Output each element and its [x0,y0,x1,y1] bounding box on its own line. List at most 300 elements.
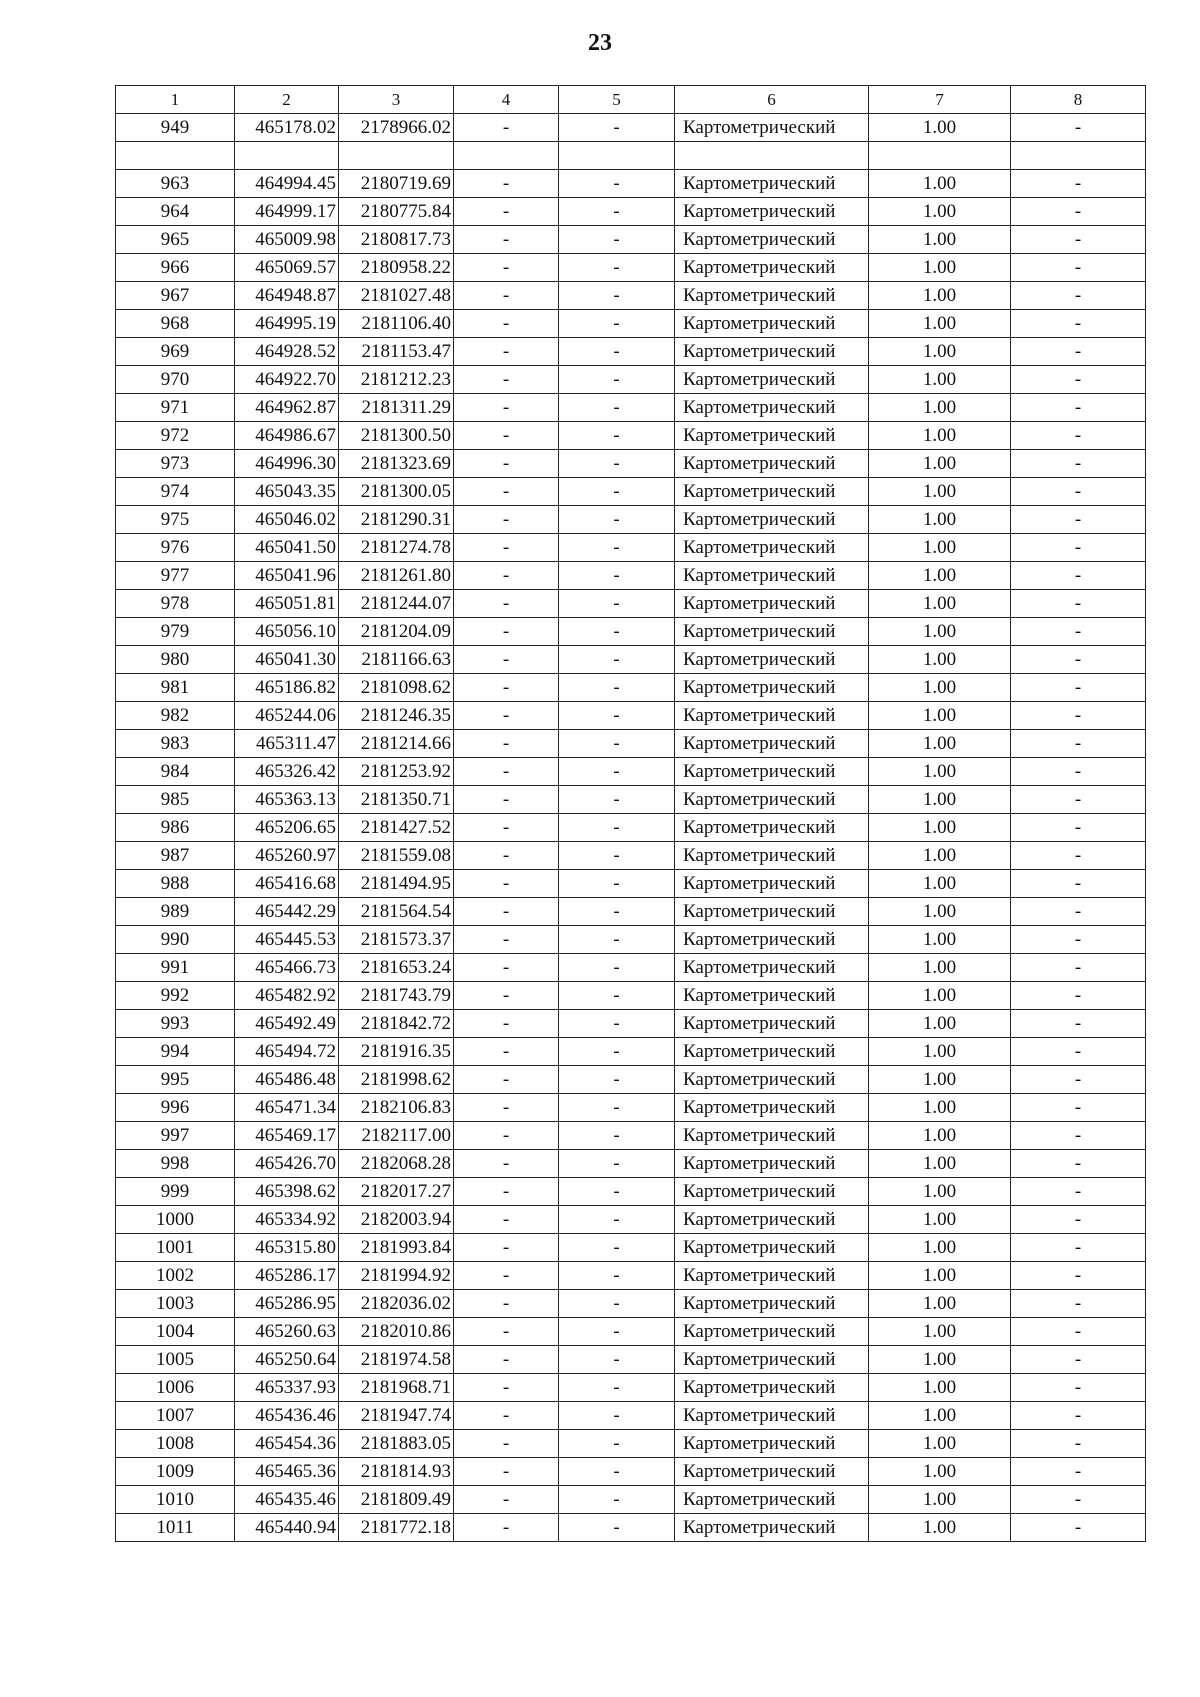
column-8-cell: - [1011,114,1146,142]
accuracy-cell: 1.00 [869,1038,1011,1066]
column-8-cell: - [1011,1290,1146,1318]
accuracy-cell: 1.00 [869,114,1011,142]
y-coordinate-cell: 2181993.84 [339,1234,454,1262]
column-8-cell: - [1011,1402,1146,1430]
table-row [116,198,1146,226]
x-coordinate-cell: 464986.67 [235,422,339,450]
y-coordinate-cell: 2181027.48 [339,282,454,310]
column-5-cell [559,142,675,170]
method-cell: Картометрический [675,1458,869,1486]
accuracy-cell: 1.00 [869,394,1011,422]
point-number-cell: 996 [116,1094,235,1122]
method-cell: Картометрический [675,786,869,814]
column-4-cell: - [454,1486,559,1514]
table-row [116,1346,1146,1374]
method-cell: Картометрический [675,590,869,618]
x-coordinate-cell: 465482.92 [235,982,339,1010]
point-number-cell: 1002 [116,1262,235,1290]
table-row [116,1122,1146,1150]
table-row [116,310,1146,338]
column-5-cell: - [559,898,675,926]
method-cell: Картометрический [675,1038,869,1066]
method-cell: Картометрический [675,170,869,198]
accuracy-cell: 1.00 [869,1486,1011,1514]
column-5-cell: - [559,1150,675,1178]
x-coordinate-cell: 464994.45 [235,170,339,198]
accuracy-cell: 1.00 [869,170,1011,198]
accuracy-cell: 1.00 [869,646,1011,674]
method-cell: Картометрический [675,450,869,478]
column-5-cell: - [559,702,675,730]
point-number-cell: 985 [116,786,235,814]
y-coordinate-cell: 2181350.71 [339,786,454,814]
table-row [116,114,1146,142]
table-row [116,254,1146,282]
method-cell: Картометрический [675,618,869,646]
y-coordinate-cell: 2181842.72 [339,1010,454,1038]
column-8-cell: - [1011,954,1146,982]
x-coordinate-cell: 465041.50 [235,534,339,562]
method-cell: Картометрический [675,254,869,282]
accuracy-cell: 1.00 [869,1290,1011,1318]
table-row [116,674,1146,702]
accuracy-cell: 1.00 [869,254,1011,282]
y-coordinate-cell: 2182036.02 [339,1290,454,1318]
y-coordinate-cell: 2182068.28 [339,1150,454,1178]
x-coordinate-cell: 465435.46 [235,1486,339,1514]
y-coordinate-cell: 2181212.23 [339,366,454,394]
table-row [116,422,1146,450]
x-coordinate-cell: 465416.68 [235,870,339,898]
point-number-cell: 983 [116,730,235,758]
table-row [116,562,1146,590]
x-coordinate-cell: 465260.97 [235,842,339,870]
x-coordinate-cell: 465363.13 [235,786,339,814]
point-number-cell: 1000 [116,1206,235,1234]
table-row [116,450,1146,478]
column-4-cell: - [454,1066,559,1094]
column-8-cell: - [1011,394,1146,422]
method-cell: Картометрический [675,898,869,926]
column-4-cell: - [454,898,559,926]
column-4-cell: - [454,1374,559,1402]
x-coordinate-cell: 464996.30 [235,450,339,478]
column-4-cell: - [454,870,559,898]
column-8-cell [1011,142,1146,170]
y-coordinate-cell: 2182010.86 [339,1318,454,1346]
accuracy-cell: 1.00 [869,842,1011,870]
x-coordinate-cell [235,142,339,170]
method-cell: Картометрический [675,1178,869,1206]
x-coordinate-cell: 465465.36 [235,1458,339,1486]
table-row [116,1206,1146,1234]
method-cell: Картометрический [675,394,869,422]
table-row [116,1010,1146,1038]
column-8-cell: - [1011,1458,1146,1486]
x-coordinate-cell: 465469.17 [235,1122,339,1150]
column-5-cell: - [559,478,675,506]
accuracy-cell: 1.00 [869,282,1011,310]
table-row [116,758,1146,786]
accuracy-cell: 1.00 [869,1178,1011,1206]
method-cell: Картометрический [675,1486,869,1514]
column-8-cell: - [1011,1122,1146,1150]
x-coordinate-cell: 465436.46 [235,1402,339,1430]
column-4-cell: - [454,310,559,338]
column-4-cell: - [454,618,559,646]
column-8-cell: - [1011,814,1146,842]
accuracy-cell: 1.00 [869,1122,1011,1150]
column-8-cell: - [1011,226,1146,254]
column-5-cell: - [559,506,675,534]
point-number-cell: 989 [116,898,235,926]
column-5-cell: - [559,1514,675,1542]
accuracy-cell: 1.00 [869,534,1011,562]
accuracy-cell: 1.00 [869,338,1011,366]
column-4-cell: - [454,450,559,478]
accuracy-cell: 1.00 [869,1262,1011,1290]
column-5-cell: - [559,310,675,338]
column-5-cell: - [559,1178,675,1206]
accuracy-cell: 1.00 [869,954,1011,982]
column-5-cell: - [559,1094,675,1122]
column-4-cell: - [454,394,559,422]
column-5-cell: - [559,254,675,282]
x-coordinate-cell: 465471.34 [235,1094,339,1122]
y-coordinate-cell: 2178966.02 [339,114,454,142]
accuracy-cell: 1.00 [869,814,1011,842]
x-coordinate-cell: 465051.81 [235,590,339,618]
accuracy-cell: 1.00 [869,1430,1011,1458]
table-row [116,1318,1146,1346]
column-8-cell: - [1011,450,1146,478]
point-number-cell: 980 [116,646,235,674]
accuracy-cell: 1.00 [869,1150,1011,1178]
y-coordinate-cell: 2180958.22 [339,254,454,282]
y-coordinate-cell: 2181106.40 [339,310,454,338]
y-coordinate-cell: 2181166.63 [339,646,454,674]
method-cell [675,142,869,170]
y-coordinate-cell: 2181300.50 [339,422,454,450]
column-5-cell: - [559,786,675,814]
point-number-cell: 968 [116,310,235,338]
column-5-cell: - [559,842,675,870]
point-number-cell: 1011 [116,1514,235,1542]
column-5-cell: - [559,646,675,674]
table-row [116,1262,1146,1290]
column-5-cell: - [559,870,675,898]
column-4-cell [454,142,559,170]
column-5-cell: - [559,590,675,618]
point-number-cell: 975 [116,506,235,534]
column-8-cell: - [1011,982,1146,1010]
point-number-cell: 966 [116,254,235,282]
x-coordinate-cell: 465311.47 [235,730,339,758]
table-row [116,366,1146,394]
column-8-cell: - [1011,702,1146,730]
column-5-cell: - [559,1066,675,1094]
point-number-cell: 1005 [116,1346,235,1374]
point-number-cell: 995 [116,1066,235,1094]
y-coordinate-cell: 2181916.35 [339,1038,454,1066]
column-5-cell: - [559,758,675,786]
x-coordinate-cell: 465260.63 [235,1318,339,1346]
x-coordinate-cell: 465315.80 [235,1234,339,1262]
column-5-cell: - [559,1038,675,1066]
point-number-cell: 999 [116,1178,235,1206]
method-cell: Картометрический [675,1290,869,1318]
accuracy-cell: 1.00 [869,366,1011,394]
method-cell: Картометрический [675,702,869,730]
column-header: 1 [116,86,235,114]
y-coordinate-cell: 2181311.29 [339,394,454,422]
table-header-row [116,86,1146,114]
column-4-cell: - [454,646,559,674]
point-number-cell: 984 [116,758,235,786]
accuracy-cell: 1.00 [869,870,1011,898]
accuracy-cell: 1.00 [869,310,1011,338]
column-8-cell: - [1011,1178,1146,1206]
accuracy-cell: 1.00 [869,898,1011,926]
column-5-cell: - [559,1458,675,1486]
y-coordinate-cell [339,142,454,170]
x-coordinate-cell: 465244.06 [235,702,339,730]
method-cell: Картометрический [675,506,869,534]
table-row [116,1430,1146,1458]
column-8-cell: - [1011,338,1146,366]
y-coordinate-cell: 2181098.62 [339,674,454,702]
accuracy-cell [869,142,1011,170]
accuracy-cell: 1.00 [869,226,1011,254]
point-number-cell: 976 [116,534,235,562]
point-number-cell: 963 [116,170,235,198]
column-4-cell: - [454,814,559,842]
method-cell: Картометрический [675,1430,869,1458]
method-cell: Картометрический [675,198,869,226]
column-5-cell: - [559,170,675,198]
accuracy-cell: 1.00 [869,730,1011,758]
column-4-cell: - [454,1150,559,1178]
method-cell: Картометрический [675,1514,869,1542]
column-4-cell: - [454,842,559,870]
point-number-cell: 988 [116,870,235,898]
y-coordinate-cell: 2181809.49 [339,1486,454,1514]
method-cell: Картометрический [675,926,869,954]
column-4-cell: - [454,1010,559,1038]
column-4-cell: - [454,254,559,282]
y-coordinate-cell: 2181743.79 [339,982,454,1010]
x-coordinate-cell: 464995.19 [235,310,339,338]
point-number-cell [116,142,235,170]
y-coordinate-cell: 2181204.09 [339,618,454,646]
x-coordinate-cell: 465186.82 [235,674,339,702]
point-number-cell: 977 [116,562,235,590]
x-coordinate-cell: 465041.30 [235,646,339,674]
method-cell: Картометрический [675,1234,869,1262]
column-8-cell: - [1011,758,1146,786]
column-8-cell: - [1011,1486,1146,1514]
accuracy-cell: 1.00 [869,758,1011,786]
column-8-cell: - [1011,646,1146,674]
column-5-cell: - [559,366,675,394]
column-header: 4 [454,86,559,114]
column-5-cell: - [559,282,675,310]
point-number-cell: 998 [116,1150,235,1178]
point-number-cell: 986 [116,814,235,842]
point-number-cell: 994 [116,1038,235,1066]
accuracy-cell: 1.00 [869,506,1011,534]
method-cell: Картометрический [675,282,869,310]
column-4-cell: - [454,422,559,450]
y-coordinate-cell: 2181153.47 [339,338,454,366]
column-header: 2 [235,86,339,114]
method-cell: Картометрический [675,562,869,590]
column-5-cell: - [559,618,675,646]
column-4-cell: - [454,282,559,310]
x-coordinate-cell: 464928.52 [235,338,339,366]
x-coordinate-cell: 465426.70 [235,1150,339,1178]
method-cell: Картометрический [675,1010,869,1038]
column-4-cell: - [454,1318,559,1346]
x-coordinate-cell: 465056.10 [235,618,339,646]
point-number-cell: 970 [116,366,235,394]
column-4-cell: - [454,226,559,254]
point-number-cell: 1006 [116,1374,235,1402]
column-header: 6 [675,86,869,114]
column-4-cell: - [454,1290,559,1318]
column-5-cell: - [559,954,675,982]
point-number-cell: 972 [116,422,235,450]
column-4-cell: - [454,1458,559,1486]
table-row [116,646,1146,674]
column-5-cell: - [559,926,675,954]
method-cell: Картометрический [675,1066,869,1094]
x-coordinate-cell: 465041.96 [235,562,339,590]
column-5-cell: - [559,450,675,478]
table-row [116,954,1146,982]
table-body [116,86,1146,1542]
method-cell: Картометрический [675,954,869,982]
table-row [116,814,1146,842]
column-4-cell: - [454,786,559,814]
y-coordinate-cell: 2181947.74 [339,1402,454,1430]
point-number-cell: 1008 [116,1430,235,1458]
y-coordinate-cell: 2181494.95 [339,870,454,898]
point-number-cell: 973 [116,450,235,478]
table-row [116,786,1146,814]
column-5-cell: - [559,562,675,590]
column-8-cell: - [1011,1234,1146,1262]
table-row [116,506,1146,534]
accuracy-cell: 1.00 [869,1514,1011,1542]
accuracy-cell: 1.00 [869,1234,1011,1262]
column-8-cell: - [1011,1374,1146,1402]
y-coordinate-cell: 2181244.07 [339,590,454,618]
accuracy-cell: 1.00 [869,198,1011,226]
x-coordinate-cell: 465337.93 [235,1374,339,1402]
method-cell: Картометрический [675,1206,869,1234]
y-coordinate-cell: 2181427.52 [339,814,454,842]
accuracy-cell: 1.00 [869,786,1011,814]
y-coordinate-cell: 2181883.05 [339,1430,454,1458]
accuracy-cell: 1.00 [869,926,1011,954]
accuracy-cell: 1.00 [869,1010,1011,1038]
column-4-cell: - [454,562,559,590]
column-5-cell: - [559,422,675,450]
table-row [116,338,1146,366]
x-coordinate-cell: 465494.72 [235,1038,339,1066]
x-coordinate-cell: 465492.49 [235,1010,339,1038]
method-cell: Картометрический [675,114,869,142]
y-coordinate-cell: 2181653.24 [339,954,454,982]
accuracy-cell: 1.00 [869,1402,1011,1430]
y-coordinate-cell: 2181573.37 [339,926,454,954]
method-cell: Картометрический [675,422,869,450]
point-number-cell: 991 [116,954,235,982]
table-row [116,870,1146,898]
y-coordinate-cell: 2181564.54 [339,898,454,926]
x-coordinate-cell: 465466.73 [235,954,339,982]
column-8-cell: - [1011,506,1146,534]
column-8-cell: - [1011,898,1146,926]
accuracy-cell: 1.00 [869,1374,1011,1402]
column-4-cell: - [454,506,559,534]
table-row [116,170,1146,198]
accuracy-cell: 1.00 [869,562,1011,590]
accuracy-cell: 1.00 [869,1066,1011,1094]
method-cell: Картометрический [675,674,869,702]
y-coordinate-cell: 2181323.69 [339,450,454,478]
accuracy-cell: 1.00 [869,1206,1011,1234]
y-coordinate-cell: 2180775.84 [339,198,454,226]
accuracy-cell: 1.00 [869,1458,1011,1486]
y-coordinate-cell: 2182106.83 [339,1094,454,1122]
column-4-cell: - [454,1094,559,1122]
accuracy-cell: 1.00 [869,618,1011,646]
column-5-cell: - [559,730,675,758]
column-5-cell: - [559,198,675,226]
point-number-cell: 979 [116,618,235,646]
column-5-cell: - [559,1374,675,1402]
column-4-cell: - [454,1262,559,1290]
column-8-cell: - [1011,1038,1146,1066]
table-row [116,1038,1146,1066]
column-5-cell: - [559,1010,675,1038]
x-coordinate-cell: 465286.17 [235,1262,339,1290]
table-row [116,1402,1146,1430]
column-5-cell: - [559,1486,675,1514]
column-8-cell: - [1011,590,1146,618]
column-4-cell: - [454,1430,559,1458]
y-coordinate-cell: 2181261.80 [339,562,454,590]
point-number-cell: 1009 [116,1458,235,1486]
method-cell: Картометрический [675,338,869,366]
point-number-cell: 969 [116,338,235,366]
column-header: 3 [339,86,454,114]
column-4-cell: - [454,534,559,562]
column-8-cell: - [1011,478,1146,506]
table-row [116,898,1146,926]
table-row [116,1178,1146,1206]
column-4-cell: - [454,1402,559,1430]
table-row [116,534,1146,562]
column-4-cell: - [454,702,559,730]
column-4-cell: - [454,1346,559,1374]
x-coordinate-cell: 465206.65 [235,814,339,842]
point-number-cell: 949 [116,114,235,142]
column-8-cell: - [1011,562,1146,590]
point-number-cell: 971 [116,394,235,422]
